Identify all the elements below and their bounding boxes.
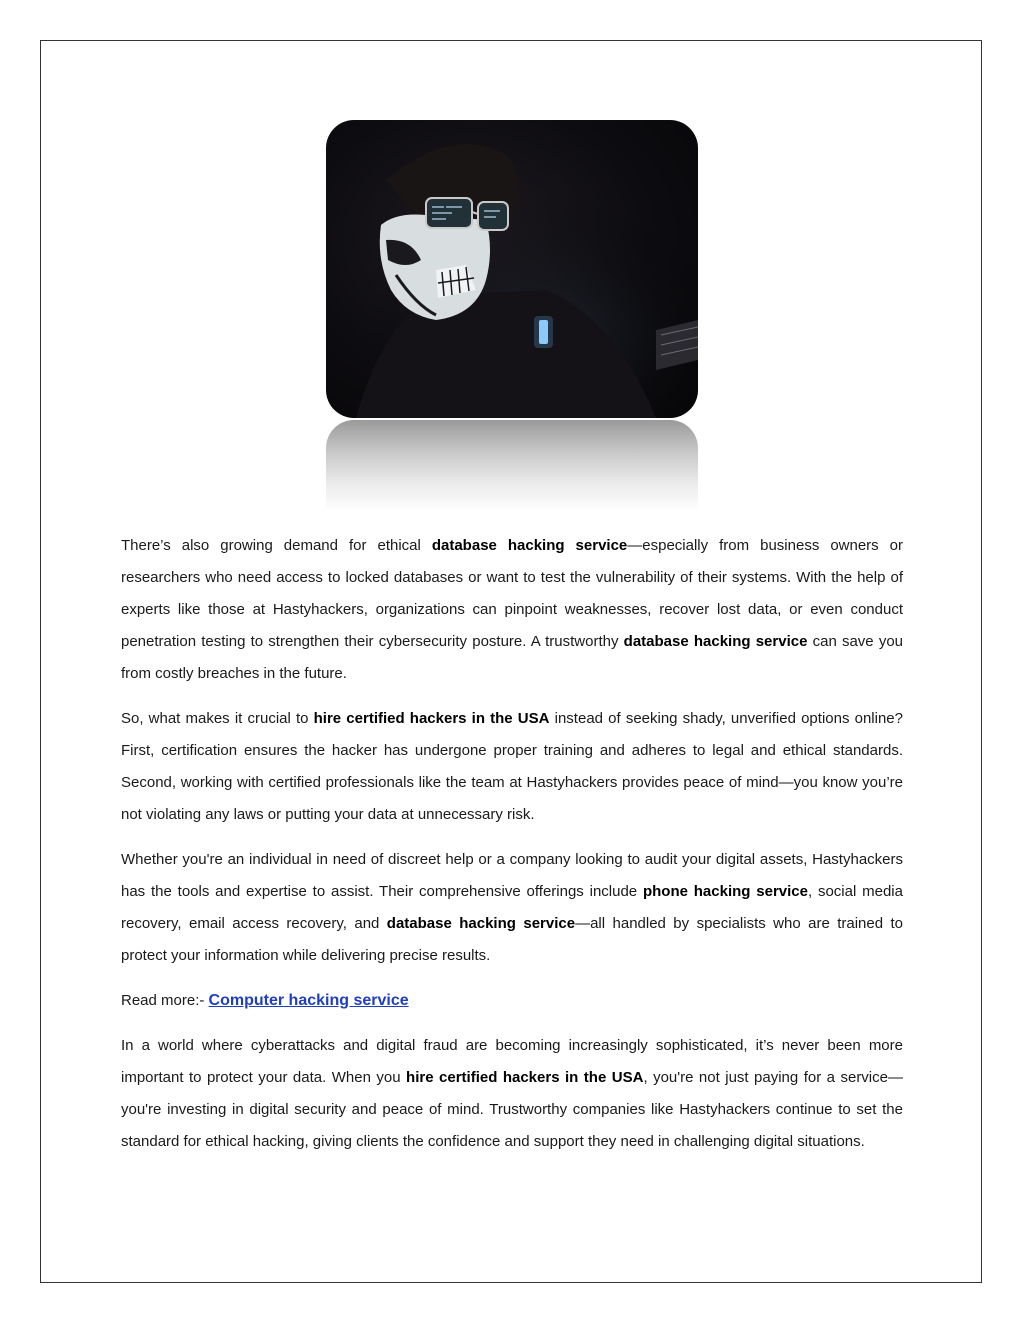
text-run: can save you from costly breaches in the future. — [121, 633, 904, 682]
hero-image — [326, 120, 698, 512]
bold-keyword: database hacking service — [431, 537, 628, 554]
text-run: In a world where cyberattacks and digital fraud are becoming increasingly sophisticated, it’s never been more important to protect your data. When you — [121, 1037, 903, 1086]
text-run: Whether you're an individual in need of discreet help or a company looking to audit your digital assets, Hastyhackers has the tools and expertise to assist. Their comprehensive offerings include — [121, 851, 903, 900]
bold-keyword: hire certified hackers in the USA — [313, 710, 550, 727]
bold-keyword: database hacking service — [623, 633, 808, 650]
bold-keyword: database hacking service — [386, 915, 576, 932]
text-run: , social media recovery, email access recovery, and — [121, 883, 903, 932]
hacker-photo — [326, 120, 698, 418]
text-run: , you're not just paying for a service—you're investing in digital security and peace of mind. Trustworthy companies like Hastyhackers continue to set the standard for ethical hacking, giving clients the confidence and support they need in challenging digital situations. — [121, 1069, 903, 1150]
text-run: There’s also growing demand for ethical — [121, 537, 432, 554]
paragraph-4 — [121, 1030, 903, 1158]
bold-keyword: phone hacking service — [642, 883, 808, 900]
paragraph-2 — [121, 703, 903, 831]
text-run: instead of seeking shady, unverified options online? First, certification ensures the hacker has undergone proper training and adheres to legal and ethical standards. Second, working with certified professionals like the team at Hastyhackers provides peace of mind—you know you’re not violating any laws or putting your data at unnecessary risk. — [121, 710, 903, 823]
paragraph-1 — [121, 530, 903, 690]
article-body — [121, 530, 903, 1171]
text-run: So, what makes it crucial to — [121, 710, 314, 727]
text-run: —especially from business owners or researchers who need access to locked databases or want to test the vulnerability of their systems. With the help of experts like those at Hastyhackers, organizations can pinpoint weaknesses, recover lost data, or even conduct penetration testing to strengthen their cybersecurity posture. A trustworthy — [121, 537, 904, 650]
read-more-prefix: Read more:- — [121, 992, 209, 1009]
photo-reflection — [326, 420, 698, 512]
paragraph-3 — [121, 844, 903, 972]
text-run: —all handled by specialists who are trained to protect your information while delivering precise results. — [121, 915, 904, 964]
read-more-link[interactable]: Computer hacking service — [208, 992, 409, 1009]
bold-keyword: hire certified hackers in the USA — [406, 1069, 644, 1086]
read-more-line — [121, 985, 903, 1017]
hacker-illustration — [326, 120, 698, 418]
